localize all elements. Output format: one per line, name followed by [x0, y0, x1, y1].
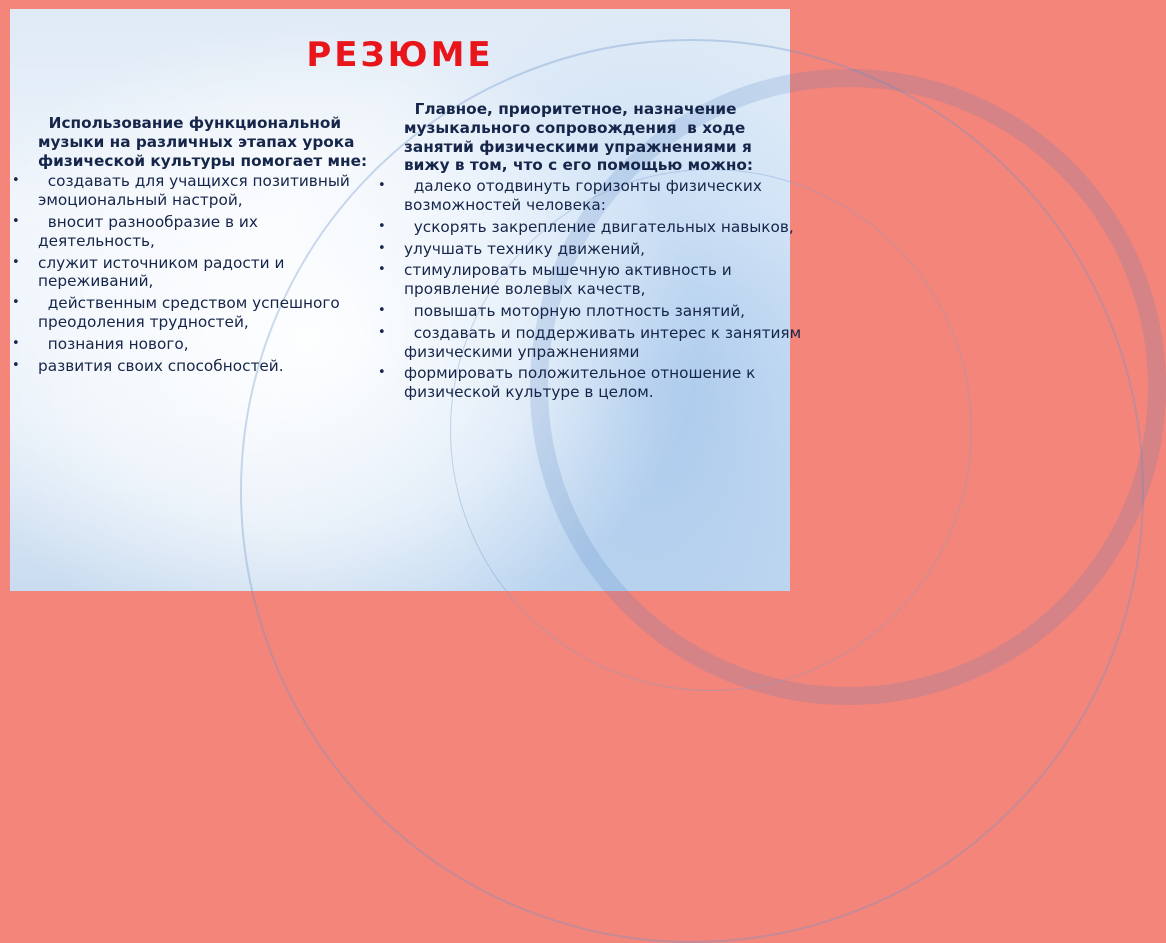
slide-title: РЕЗЮМЕ: [306, 35, 494, 75]
left-intro: Использование функциональной музыки на различных этапах урока физической культуры помогает мне:: [38, 114, 368, 170]
bullet-icon: •: [378, 240, 386, 256]
list-item: • создавать и поддерживать интерес к занятиям физическими упражнениями: [378, 323, 807, 361]
right-list: [370, 177, 807, 402]
list-item: • развития своих способностей.: [12, 356, 284, 375]
list-item: • вносит разнообразие в их деятельность,: [12, 212, 263, 250]
slide-frame: [0, 0, 807, 600]
bullet-icon: •: [12, 254, 20, 270]
bullet-icon: •: [378, 324, 386, 340]
bullet-icon: •: [378, 302, 386, 318]
list-item: • повышать моторную плотность занятий,: [378, 301, 745, 320]
left-column: [10, 114, 368, 378]
slide: [10, 9, 807, 591]
list-item: • познания нового,: [12, 334, 189, 353]
bullet-icon: •: [12, 173, 20, 189]
list-item: • создавать для учащихся позитивный эмоциональный настрой,: [12, 172, 355, 210]
bullet-icon: •: [378, 178, 386, 194]
bullet-icon: •: [378, 365, 386, 381]
list-item: • формировать положительное отношение к физической культуре в целом.: [378, 364, 761, 402]
right-column: [370, 100, 807, 405]
list-item: • улучшать технику движений,: [378, 239, 646, 258]
list-item: • действенным средством успешного преодоления трудностей,: [12, 294, 345, 331]
list-item: • стимулировать мышечную активность и проявление волевых качеств,: [378, 261, 737, 299]
left-list: [10, 172, 368, 375]
list-item: • далеко отодвинуть горизонты физических возможностей человека:: [378, 177, 767, 214]
bullet-icon: •: [378, 218, 386, 234]
list-item: • ускорять закрепление двигательных навыков,: [378, 217, 794, 236]
right-intro: Главное, приоритетное, назначение музыкального сопровождения в ходе занятий физическими упражнениями я вижу в том, что с его помощью можно:: [404, 100, 758, 175]
bullet-icon: •: [12, 295, 20, 311]
bullet-icon: •: [378, 262, 386, 278]
list-item: • служит источником радости и переживаний,: [12, 253, 290, 291]
bullet-icon: •: [12, 213, 20, 229]
bullet-icon: •: [12, 357, 20, 373]
bullet-icon: •: [12, 335, 20, 351]
